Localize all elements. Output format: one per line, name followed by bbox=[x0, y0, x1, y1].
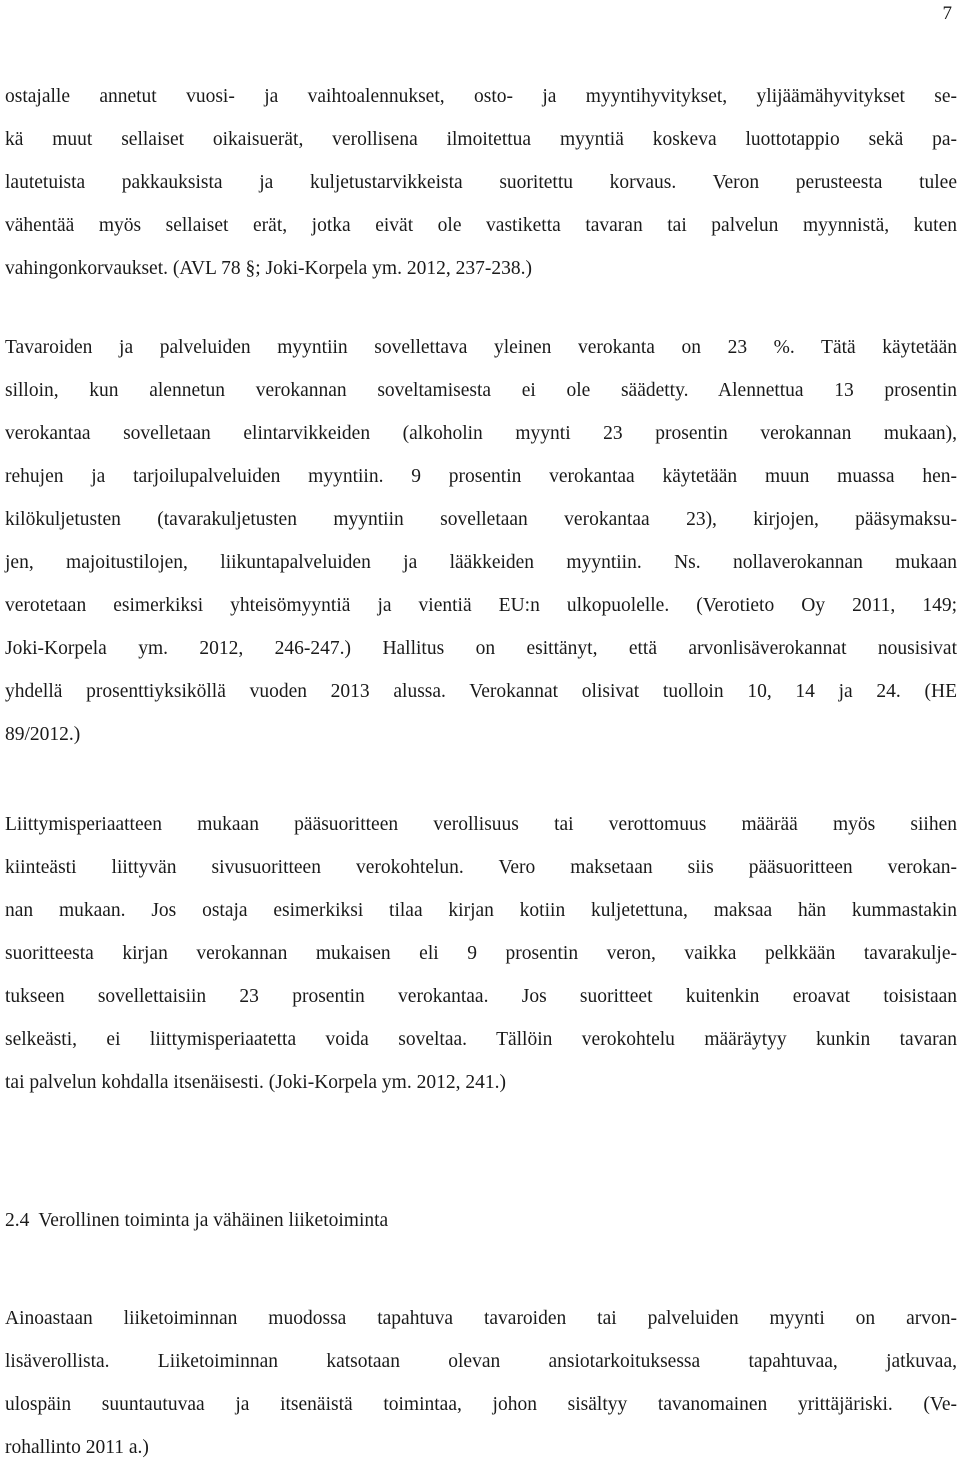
paragraph-3 bbox=[5, 803, 957, 1104]
paragraph-line: kä muut sellaiset oikaisuerät, verollisena ilmoitettua myyntiä koskeva luottotappio sekä pa- bbox=[5, 129, 957, 150]
paragraph-line: selkeästi, ei liittymisperiaatetta voida soveltaa. Tällöin verokohtelu määräytyy kunkin tavaran bbox=[5, 1029, 957, 1050]
paragraph-line: lisäverollista. Liiketoiminnan katsotaan olevan ansiotarkoituksessa tapahtuvaa, jatkuvaa, bbox=[5, 1351, 957, 1372]
paragraph-line: vähentää myös sellaiset erät, jotka eivät ole vastiketta tavaran tai palvelun myynnistä, kuten bbox=[5, 215, 957, 236]
paragraph-line: ulospäin suuntautuvaa ja itsenäistä toimintaa, johon sisältyy tavanomainen yrittäjäriski. (Ve- bbox=[5, 1394, 957, 1415]
paragraph-line: tukseen sovellettaisiin 23 prosentin verokantaa. Jos suoritteet kuitenkin eroavat toisistaan bbox=[5, 986, 957, 1007]
paragraph-line: yhdellä prosenttiyksiköllä vuoden 2013 alussa. Verokannat olisivat tuolloin 10, 14 ja 24. (HE bbox=[5, 681, 957, 702]
paragraph-line: 89/2012.) bbox=[5, 724, 81, 745]
paragraph-1 bbox=[5, 75, 957, 290]
paragraph-line: Joki-Korpela ym. 2012, 246-247.) Hallitus on esittänyt, että arvonlisäverokannat nousisivat bbox=[5, 638, 957, 659]
paragraph-line: verokantaa sovelletaan elintarvikkeiden (alkoholin myynti 23 prosentin verokannan mukaan), bbox=[5, 423, 957, 444]
paragraph-line: rohallinto 2011 a.) bbox=[5, 1437, 149, 1458]
paragraph-line: Liittymisperiaatteen mukaan pääsuoritteen verollisuus tai verottomuus määrää myös siihen bbox=[5, 814, 957, 835]
paragraph-line: Ainoastaan liiketoiminnan muodossa tapahtuva tavaroiden tai palveluiden myynti on arvon- bbox=[5, 1308, 957, 1329]
paragraph-line: verotetaan esimerkiksi yhteisömyyntiä ja vientiä EU:n ulkopuolelle. (Verotieto Oy 2011, 149; bbox=[5, 595, 957, 616]
paragraph-line: rehujen ja tarjoilupalveluiden myyntiin. 9 prosentin verokantaa käytetään muun muassa hen- bbox=[5, 466, 957, 487]
paragraph-line: silloin, kun alennetun verokannan soveltamisesta ei ole säädetty. Alennettua 13 prosentin bbox=[5, 380, 957, 401]
paragraph-line: tai palvelun kohdalla itsenäisesti. (Joki-Korpela ym. 2012, 241.) bbox=[5, 1072, 506, 1093]
paragraph-line: vahingonkorvaukset. (AVL 78 §; Joki-Korpela ym. 2012, 237-238.) bbox=[5, 258, 532, 279]
paragraph-4 bbox=[5, 1297, 957, 1469]
paragraph-line: kiinteästi liittyvän sivusuoritteen verokohtelun. Vero maksetaan siis pääsuoritteen verokan- bbox=[5, 857, 957, 878]
paragraph-line: ostajalle annetut vuosi- ja vaihtoalennukset, osto- ja myyntihyvitykset, ylijäämähyvitykset se- bbox=[5, 86, 957, 107]
paragraph-line: lautetuista pakkauksista ja kuljetustarvikkeista suoritettu korvaus. Veron perusteesta tulee bbox=[5, 172, 957, 193]
paragraph-line: Tavaroiden ja palveluiden myyntiin sovellettava yleinen verokanta on 23 %. Tätä käytetään bbox=[5, 337, 957, 358]
page-number: 7 bbox=[942, 3, 952, 24]
paragraph-2 bbox=[5, 326, 957, 756]
paragraph-line: suoritteesta kirjan verokannan mukaisen eli 9 prosentin veron, vaikka pelkkään tavarakulje- bbox=[5, 943, 957, 964]
paragraph-line: nan mukaan. Jos ostaja esimerkiksi tilaa kirjan kotiin kuljetettuna, maksaa hän kummastakin bbox=[5, 900, 957, 921]
paragraph-line: jen, majoitustilojen, liikuntapalveluiden ja lääkkeiden myyntiin. Ns. nollaverokannan mukaan bbox=[5, 552, 957, 573]
paragraph-line: kilökuljetusten (tavarakuljetusten myyntiin sovelletaan verokantaa 23), kirjojen, pääsymaksu- bbox=[5, 509, 957, 530]
section-title: Verollinen toiminta ja vähäinen liiketoiminta bbox=[38, 1210, 389, 1231]
section-number: 2.4 bbox=[5, 1210, 30, 1231]
section-heading bbox=[5, 1199, 388, 1242]
